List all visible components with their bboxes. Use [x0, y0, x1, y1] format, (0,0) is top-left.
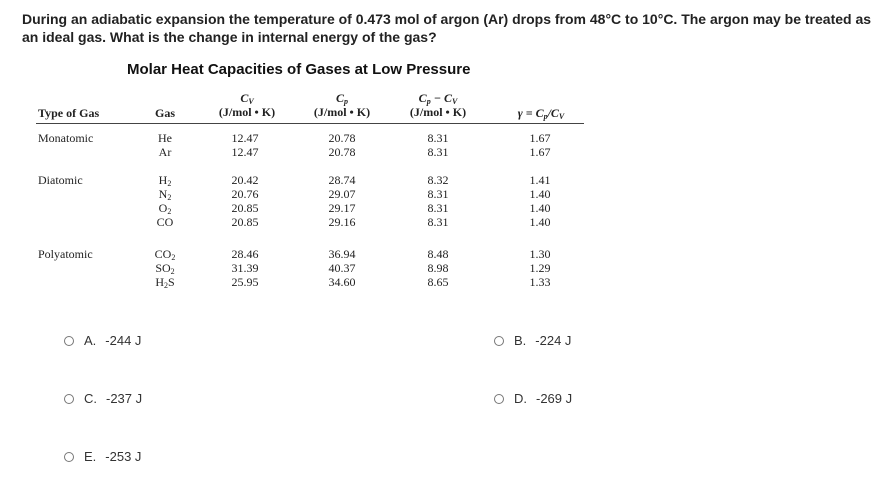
choice-letter: A.	[84, 333, 97, 348]
question-text: During an adiabatic expansion the temperature of 0.473 mol of argon (Ar) drops from 48°C to 10°C. The argon may be treated as an ideal gas. What is the change in internal energy of the gas?	[22, 11, 872, 45]
header-diff-unit: (J/mol • K)	[409, 105, 467, 119]
cv-cell: 20.42	[231, 173, 259, 187]
choice-text: -253 J	[105, 449, 142, 464]
gas-subscript: 2	[163, 281, 168, 290]
radio-button-e[interactable]	[64, 452, 74, 462]
gas-formula: O	[158, 201, 168, 215]
header-diff-sub-p: p	[426, 97, 431, 106]
choice-c[interactable]	[64, 391, 142, 406]
choice-text: -224 J	[535, 333, 572, 348]
gas-formula: H	[155, 275, 164, 289]
gas-subscript: 2	[171, 253, 176, 262]
gamma-cell: 1.67	[529, 145, 551, 159]
gas-cell	[145, 215, 185, 229]
header-gamma-prefix: γ = C	[517, 106, 544, 120]
choice-d[interactable]	[494, 391, 572, 406]
header-cv-sub: V	[248, 97, 254, 106]
gamma-cell: 1.29	[529, 261, 551, 275]
gas-column-diatomic	[145, 173, 185, 229]
diff-cell: 8.65	[427, 275, 449, 289]
gas-subscript: 2	[167, 193, 172, 202]
gas-formula: CO	[154, 247, 172, 261]
cp-cell: 36.94	[328, 247, 356, 261]
header-gamma	[495, 106, 587, 120]
cv-cell: 28.46	[231, 247, 259, 261]
choice-letter: E.	[84, 449, 97, 464]
gas-cell	[145, 187, 185, 201]
cv-cell: 25.95	[231, 275, 259, 289]
diff-cell: 8.31	[427, 215, 449, 229]
gamma-cell: 1.40	[529, 187, 551, 201]
gas-cell	[145, 261, 185, 275]
type-polyatomic: Polyatomic	[38, 247, 93, 261]
cp-cell: 28.74	[328, 173, 356, 187]
gas-cell	[145, 247, 185, 261]
header-cp-sub: p	[344, 97, 348, 106]
cv-column-monatomic	[215, 131, 275, 159]
gas-formula: H	[158, 173, 168, 187]
gamma-cell: 1.67	[529, 131, 551, 145]
gas-column-polyatomic	[145, 247, 185, 289]
gas-column-monatomic	[145, 131, 185, 159]
diff-cell: 8.31	[427, 131, 449, 145]
radio-button-c[interactable]	[64, 394, 74, 404]
gas-formula: N	[158, 187, 168, 201]
diff-cell: 8.98	[427, 261, 449, 275]
cp-cell: 20.78	[328, 145, 356, 159]
gamma-cell: 1.30	[529, 247, 551, 261]
cv-cell: 20.85	[231, 215, 259, 229]
type-diatomic: Diatomic	[38, 173, 83, 187]
header-cv	[205, 91, 289, 119]
choice-letter: D.	[514, 391, 527, 406]
gas-cell	[145, 201, 185, 215]
gamma-column-diatomic	[510, 173, 570, 229]
header-type-of-gas: Type of Gas	[38, 106, 100, 120]
gas-subscript: 2	[167, 207, 172, 216]
gas-subscript: 2	[167, 179, 172, 188]
header-gas: Gas	[154, 106, 175, 120]
gamma-cell: 1.33	[529, 275, 551, 289]
header-cv-unit: (J/mol • K)	[218, 105, 276, 119]
header-cp-symbol: C	[335, 91, 344, 105]
radio-button-a[interactable]	[64, 336, 74, 346]
header-gamma-sub-v: V	[558, 112, 565, 121]
diff-cell: 8.31	[427, 187, 449, 201]
diff-column-diatomic	[408, 173, 468, 229]
header-cp-minus-cv	[388, 91, 488, 119]
cp-column-diatomic	[312, 173, 372, 229]
cp-cell: 20.78	[328, 131, 356, 145]
gas-formula: Ar	[158, 145, 172, 159]
gas-formula-tail: S	[167, 275, 175, 289]
radio-button-d[interactable]	[494, 394, 504, 404]
gas-cell	[145, 275, 185, 289]
choice-b[interactable]	[494, 333, 571, 348]
gamma-cell: 1.40	[529, 201, 551, 215]
header-cv-symbol: C	[240, 91, 249, 105]
cv-cell: 31.39	[231, 261, 259, 275]
choice-letter: C.	[84, 391, 97, 406]
gas-formula: He	[158, 131, 172, 145]
gas-cell	[145, 145, 185, 159]
gamma-cell: 1.41	[529, 173, 551, 187]
cp-cell: 29.16	[328, 215, 356, 229]
cp-column-monatomic	[312, 131, 372, 159]
header-divider	[36, 123, 584, 124]
diff-cell: 8.31	[427, 201, 449, 215]
header-cp	[300, 91, 384, 119]
diff-cell: 8.32	[427, 173, 449, 187]
header-diff-minus: − C	[430, 91, 452, 105]
diff-column-monatomic	[408, 131, 468, 159]
radio-button-b[interactable]	[494, 336, 504, 346]
header-gamma-sub-p: p	[543, 112, 548, 121]
header-diff-symbol: C	[418, 91, 427, 105]
gas-formula: SO	[155, 261, 171, 275]
choice-text: -244 J	[105, 333, 142, 348]
cv-cell: 20.76	[231, 187, 259, 201]
cv-column-diatomic	[215, 173, 275, 229]
choice-e[interactable]	[64, 449, 141, 464]
cp-cell: 29.07	[328, 187, 356, 201]
header-cp-unit: (J/mol • K)	[313, 105, 371, 119]
gamma-column-monatomic	[510, 131, 570, 159]
choice-text: -269 J	[536, 391, 573, 406]
choice-a[interactable]	[64, 333, 141, 348]
table-title: Molar Heat Capacities of Gases at Low Pressure	[127, 61, 471, 78]
gamma-column-polyatomic	[510, 247, 570, 289]
diff-cell: 8.48	[427, 247, 449, 261]
gas-subscript: 2	[170, 267, 175, 276]
choice-letter: B.	[514, 333, 527, 348]
diff-cell: 8.31	[427, 145, 449, 159]
cv-cell: 20.85	[231, 201, 259, 215]
cp-cell: 34.60	[328, 275, 356, 289]
choice-text: -237 J	[106, 391, 143, 406]
cp-column-polyatomic	[312, 247, 372, 289]
type-monatomic: Monatomic	[38, 131, 94, 145]
header-gamma-slash: /C	[547, 106, 559, 120]
cp-cell: 40.37	[328, 261, 356, 275]
header-diff-sub-v: V	[451, 97, 458, 106]
gamma-cell: 1.40	[529, 215, 551, 229]
cp-cell: 29.17	[328, 201, 356, 215]
gas-formula: CO	[156, 215, 174, 229]
cv-cell: 12.47	[231, 145, 259, 159]
cv-cell: 12.47	[231, 131, 259, 145]
gas-cell	[145, 131, 185, 145]
diff-column-polyatomic	[408, 247, 468, 289]
gas-cell	[145, 173, 185, 187]
cv-column-polyatomic	[215, 247, 275, 289]
